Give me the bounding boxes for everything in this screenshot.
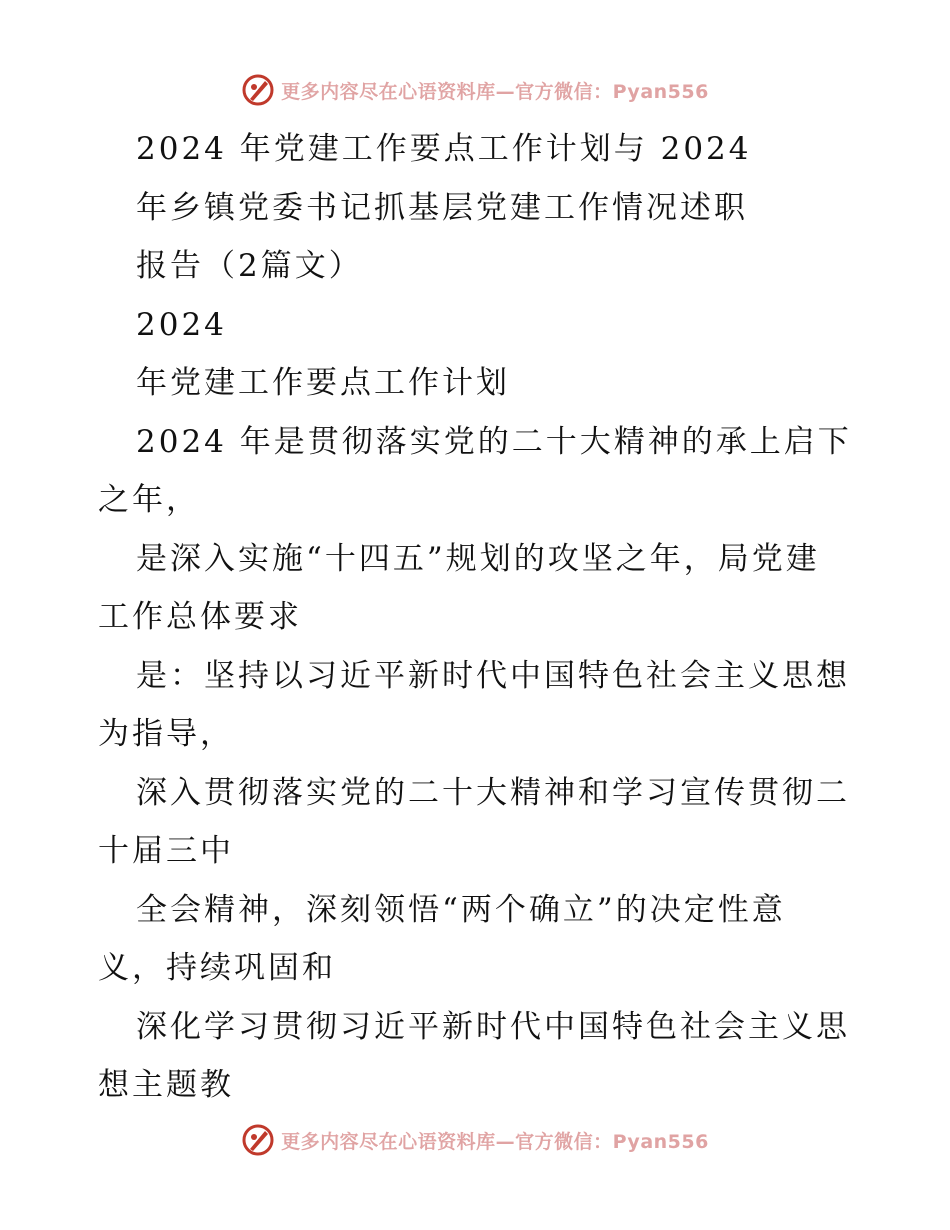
text-line: 想主题教 <box>98 1067 234 1103</box>
text-line: 是：坚持以习近平新时代中国特色社会主义思想 <box>136 657 850 694</box>
text-line: 全会精神，深刻领悟“两个确立”的决定性意 <box>136 891 786 928</box>
text-line: 报告（2篇文） <box>136 248 363 284</box>
text-line: 深入贯彻落实党的二十大精神和学习宣传贯彻二 <box>136 774 850 811</box>
text-line: 深化学习贯彻习近平新时代中国特色社会主义思 <box>136 1008 850 1045</box>
text-line: 2024 年是贯彻落实党的二十大精神的承上启下 <box>136 423 852 460</box>
quill-logo-icon <box>241 73 275 107</box>
watermark-text: 更多内容尽在心语资料库—官方微信：Pyan556 <box>281 80 709 103</box>
text-line: 2024 年党建工作要点工作计划与 2024 <box>136 131 752 167</box>
header-watermark-banner <box>0 70 950 110</box>
text-line: 年党建工作要点工作计划 <box>136 365 510 401</box>
watermark-text: 更多内容尽在心语资料库—官方微信：Pyan556 <box>281 1130 709 1153</box>
text-line: 十届三中 <box>98 833 234 869</box>
text-line: 之年， <box>98 482 200 518</box>
footer-watermark-banner <box>0 1120 950 1160</box>
text-line: 是深入实施“十四五”规划的攻坚之年，局党建 <box>136 540 820 577</box>
text-line: 年乡镇党委书记抓基层党建工作情况述职 <box>136 189 748 226</box>
text-line: 2024 <box>136 306 227 343</box>
document-body <box>98 120 858 1115</box>
text-line: 工作总体要求 <box>98 599 302 635</box>
text-line: 义，持续巩固和 <box>98 950 336 986</box>
text-line: 为指导， <box>98 716 234 752</box>
quill-logo-icon <box>241 1123 275 1157</box>
